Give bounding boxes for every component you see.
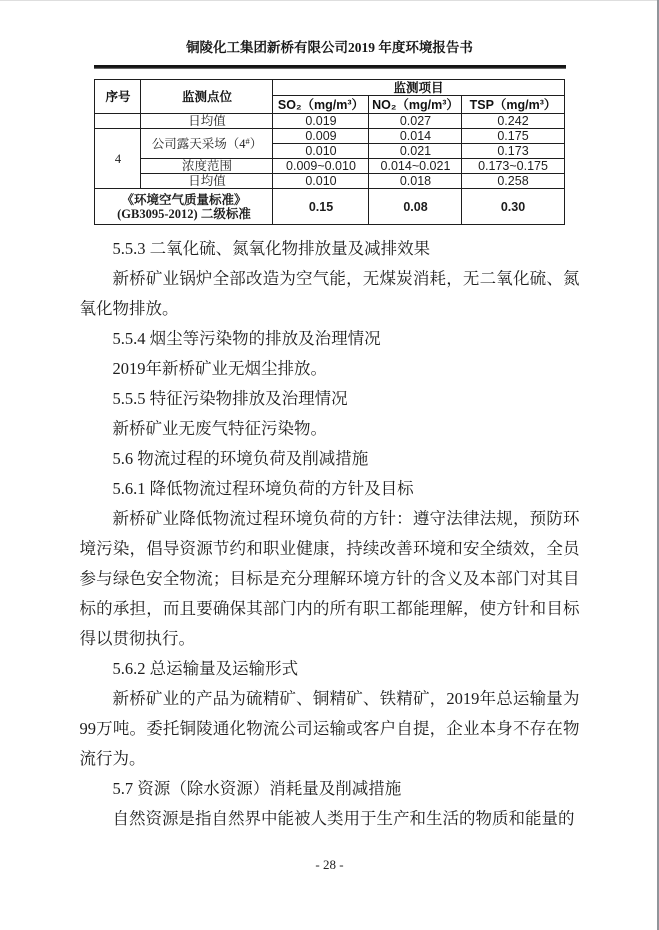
value-tsp: 0.173~0.175 <box>462 159 564 174</box>
table-header-row-1 <box>95 80 564 96</box>
heading-5-5-3: 5.5.3 二氧化硫、氮氧化物排放量及减排效果 <box>112 239 431 258</box>
value-so2: 0.010 <box>273 174 369 189</box>
standard-so2: 0.15 <box>273 189 369 225</box>
col-header-no2: NO₂（mg/m³） <box>369 96 462 114</box>
heading-5-6: 5.6 物流过程的环境负荷及削减措施 <box>112 449 369 468</box>
col-header-so2: SO₂（mg/m³） <box>273 96 369 114</box>
col-header-tsp: TSP（mg/m³） <box>462 96 564 114</box>
page-number: - 28 - <box>315 857 344 872</box>
page-title: 铜陵化工集团新桥有限公司2019 年度环境报告书 <box>186 40 473 55</box>
header-rule <box>94 65 566 69</box>
table-row-daily-2 <box>95 174 564 189</box>
value-no2: 0.018 <box>369 174 462 189</box>
seq-cell-4: 4 <box>95 129 141 189</box>
document-body <box>80 234 580 834</box>
col-header-items: 监测项目 <box>273 80 564 96</box>
value-so2: 0.009~0.010 <box>273 159 369 174</box>
heading-5-6-1: 5.6.1 降低物流过程环境负荷的方针及目标 <box>112 479 414 498</box>
row-label-daily-prev: 日均值 <box>141 114 273 129</box>
heading-5-5-4: 5.5.4 烟尘等污染物的排放及治理情况 <box>112 329 381 348</box>
value-no2: 0.027 <box>369 114 462 129</box>
value-no2: 0.014~0.021 <box>369 159 462 174</box>
para-logistics-policy: 新桥矿业降低物流过程环境负荷的方针：遵守法律法规，预防环境污染，倡导资源节约和职业健康，持续改善环境和安全绩效，全员参与绿色安全物流；目标是充分理解环境方针的含义及本部门对其目标的承担，而且要确保其部门内的所有职工都能理解，使方针和目标得以贯彻执行。 <box>79 509 580 648</box>
standard-no2: 0.08 <box>369 189 462 225</box>
value-so2: 0.019 <box>273 114 369 129</box>
site-label: 公司露天采场（4 <box>151 136 246 151</box>
value-no2: 0.014 <box>369 129 462 144</box>
standard-tsp: 0.30 <box>462 189 564 225</box>
site-superscript: # <box>245 135 250 146</box>
para-smoke: 2019年新桥矿业无烟尘排放。 <box>112 359 327 378</box>
value-tsp: 0.258 <box>462 174 564 189</box>
para-characteristic-pollutant: 新桥矿业无废气特征污染物。 <box>112 419 327 438</box>
value-so2: 0.010 <box>273 144 369 159</box>
value-no2: 0.021 <box>369 144 462 159</box>
scan-edge-top <box>0 0 659 1</box>
value-so2: 0.009 <box>273 129 369 144</box>
table-row-sample-1 <box>95 129 564 144</box>
table-row-standard <box>95 189 564 225</box>
standard-label: 《环境空气质量标准》(GB3095-2012) 二级标准 <box>95 189 273 225</box>
col-header-site: 监测点位 <box>141 80 273 114</box>
air-monitoring-table <box>94 79 564 225</box>
value-tsp: 0.242 <box>462 114 564 129</box>
row-label-range: 浓度范围 <box>141 159 273 174</box>
para-boiler: 新桥矿业锅炉全部改造为空气能，无煤炭消耗，无二氧化硫、氮氧化物排放。 <box>79 269 580 318</box>
seq-cell-prev <box>95 114 141 129</box>
site-label-close: ） <box>249 136 263 151</box>
site-cell <box>141 129 273 159</box>
heading-5-7: 5.7 资源（除水资源）消耗量及削减措施 <box>112 779 402 798</box>
col-header-seq: 序号 <box>95 80 141 114</box>
para-natural-resources: 自然资源是指自然界中能被人类用于生产和生活的物质和能量的 <box>112 809 575 828</box>
para-transport: 新桥矿业的产品为硫精矿、铜精矿、铁精矿，2019年总运输量为99万吨。委托铜陵通化物流公司运输或客户自提，企业本身不存在物流行为。 <box>79 689 580 768</box>
heading-5-5-5: 5.5.5 特征污染物排放及治理情况 <box>112 389 348 408</box>
row-label-daily-2: 日均值 <box>141 174 273 189</box>
table-row-daily-prev <box>95 114 564 129</box>
heading-5-6-2: 5.6.2 总运输量及运输形式 <box>112 659 299 678</box>
table-row-range <box>95 159 564 174</box>
value-tsp: 0.175 <box>462 129 564 144</box>
value-tsp: 0.173 <box>462 144 564 159</box>
